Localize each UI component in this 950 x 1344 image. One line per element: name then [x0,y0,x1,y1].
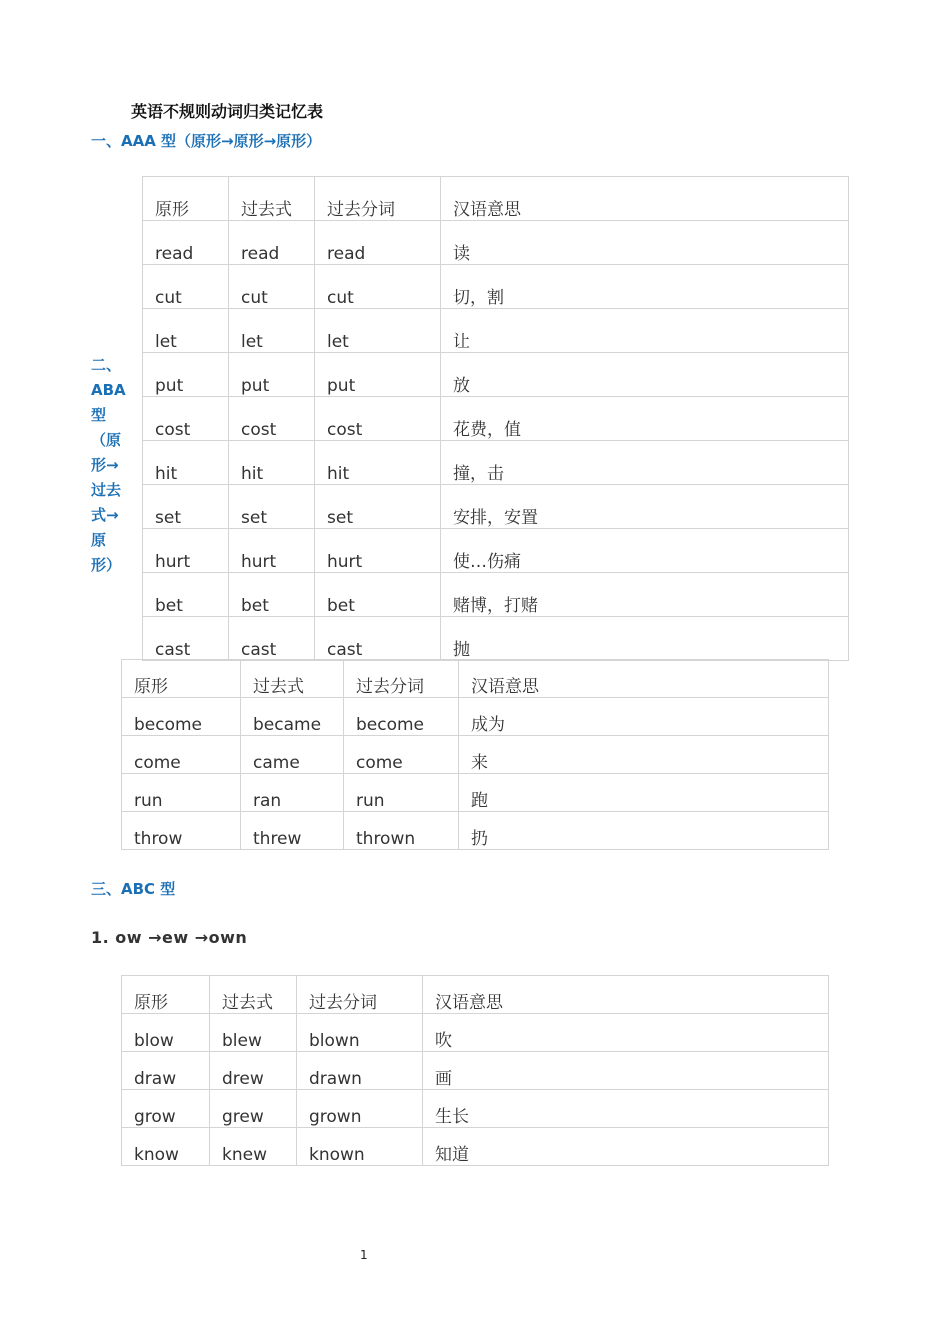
table-row [122,1014,829,1052]
cell-past-tense: became [241,698,344,736]
cell-past-participle: come [344,736,459,774]
header-past-tense: 过去式 [210,976,297,1014]
cell-past-participle: grown [297,1090,423,1128]
table-row [143,617,849,661]
table-header-row [143,177,849,221]
table-row [122,736,829,774]
cell-past-tense: knew [210,1128,297,1166]
header-past-participle: 过去分词 [344,660,459,698]
cell-past-participle: cast [315,617,441,661]
cell-meaning: 读 [441,221,849,265]
cell-past-tense: ran [241,774,344,812]
cell-base-form: hit [143,441,229,485]
cell-past-participle: set [315,485,441,529]
cell-past-tense: cast [229,617,315,661]
cell-past-participle: cut [315,265,441,309]
header-past-tense: 过去式 [229,177,315,221]
cell-meaning: 放 [441,353,849,397]
header-past-tense: 过去式 [241,660,344,698]
cell-base-form: run [122,774,241,812]
table-row [122,1090,829,1128]
cell-past-participle: hit [315,441,441,485]
cell-base-form: blow [122,1014,210,1052]
cell-base-form: set [143,485,229,529]
section-heading-aba-line: 二、 [91,356,122,374]
cell-meaning: 使…伤痛 [441,529,849,573]
cell-meaning: 抛 [441,617,849,661]
header-meaning: 汉语意思 [423,976,829,1014]
document-title: 英语不规则动词归类记忆表 [131,102,324,121]
header-past-participle: 过去分词 [315,177,441,221]
table-row [143,485,849,529]
table-row [143,221,849,265]
cell-base-form: let [143,309,229,353]
cell-meaning: 切，割 [441,265,849,309]
cell-past-participle: cost [315,397,441,441]
cell-past-tense: read [229,221,315,265]
cell-base-form: cut [143,265,229,309]
section-heading-aba-line: 型 [91,406,107,424]
table-row [122,1052,829,1090]
cell-base-form: cast [143,617,229,661]
cell-past-participle: known [297,1128,423,1166]
cell-past-tense: grew [210,1090,297,1128]
section-heading-aba-line: 过去 [91,481,122,499]
table-row [122,698,829,736]
cell-base-form: throw [122,812,241,850]
header-past-participle: 过去分词 [297,976,423,1014]
section-heading-abc: 三、ABC 型 [91,880,176,898]
cell-past-participle: run [344,774,459,812]
table-row [122,1128,829,1166]
section-heading-aba-line: 式→ [91,506,119,524]
table-header-row [122,660,829,698]
cell-past-tense: let [229,309,315,353]
table-row [143,441,849,485]
cell-base-form: become [122,698,241,736]
cell-past-tense: set [229,485,315,529]
page-number: 1 [360,1248,368,1262]
cell-meaning: 跑 [459,774,829,812]
header-meaning: 汉语意思 [459,660,829,698]
cell-past-tense: cut [229,265,315,309]
cell-past-participle: bet [315,573,441,617]
cell-base-form: know [122,1128,210,1166]
cell-past-tense: cost [229,397,315,441]
cell-base-form: grow [122,1090,210,1128]
cell-meaning: 安排，安置 [441,485,849,529]
cell-past-tense: hit [229,441,315,485]
cell-meaning: 画 [423,1052,829,1090]
cell-meaning: 知道 [423,1128,829,1166]
header-base-form: 原形 [122,976,210,1014]
cell-past-tense: threw [241,812,344,850]
header-meaning: 汉语意思 [441,177,849,221]
cell-base-form: bet [143,573,229,617]
cell-base-form: draw [122,1052,210,1090]
cell-meaning: 赌博，打赌 [441,573,849,617]
table-row [143,265,849,309]
table-aaa [142,176,849,661]
table-row [143,573,849,617]
table-aba [121,659,829,850]
cell-meaning: 撞，击 [441,441,849,485]
cell-meaning: 吹 [423,1014,829,1052]
cell-past-tense: drew [210,1052,297,1090]
table-row [143,529,849,573]
cell-past-tense: came [241,736,344,774]
cell-meaning: 花费，值 [441,397,849,441]
section-heading-aba-line: 形→ [91,456,119,474]
section-heading-aba-line: ABA [91,381,126,399]
cell-meaning: 生长 [423,1090,829,1128]
table-row [143,353,849,397]
table-row [143,309,849,353]
table-row [122,812,829,850]
header-base-form: 原形 [143,177,229,221]
subsection-heading-ow-ew-own: 1. ow →ew →own [91,928,248,947]
cell-past-participle: thrown [344,812,459,850]
table-header-row [122,976,829,1014]
section-heading-aaa: 一、AAA 型（原形→原形→原形） [91,132,322,150]
cell-base-form: cost [143,397,229,441]
cell-past-tense: hurt [229,529,315,573]
cell-meaning: 成为 [459,698,829,736]
cell-past-tense: blew [210,1014,297,1052]
section-heading-aba-line: （原 [91,431,122,449]
cell-meaning: 来 [459,736,829,774]
cell-past-participle: put [315,353,441,397]
cell-meaning: 让 [441,309,849,353]
cell-base-form: read [143,221,229,265]
cell-past-participle: drawn [297,1052,423,1090]
cell-base-form: come [122,736,241,774]
cell-base-form: hurt [143,529,229,573]
table-abc-ow-ew-own [121,975,829,1166]
header-base-form: 原形 [122,660,241,698]
cell-past-participle: hurt [315,529,441,573]
cell-past-tense: bet [229,573,315,617]
cell-past-participle: read [315,221,441,265]
cell-base-form: put [143,353,229,397]
cell-past-participle: become [344,698,459,736]
table-row [143,397,849,441]
section-heading-aba-line: 原 [91,531,107,549]
section-heading-aba-line: 形） [91,556,122,574]
table-row [122,774,829,812]
cell-past-participle: let [315,309,441,353]
cell-past-participle: blown [297,1014,423,1052]
section-heading-aba [91,353,129,578]
cell-past-tense: put [229,353,315,397]
cell-meaning: 扔 [459,812,829,850]
